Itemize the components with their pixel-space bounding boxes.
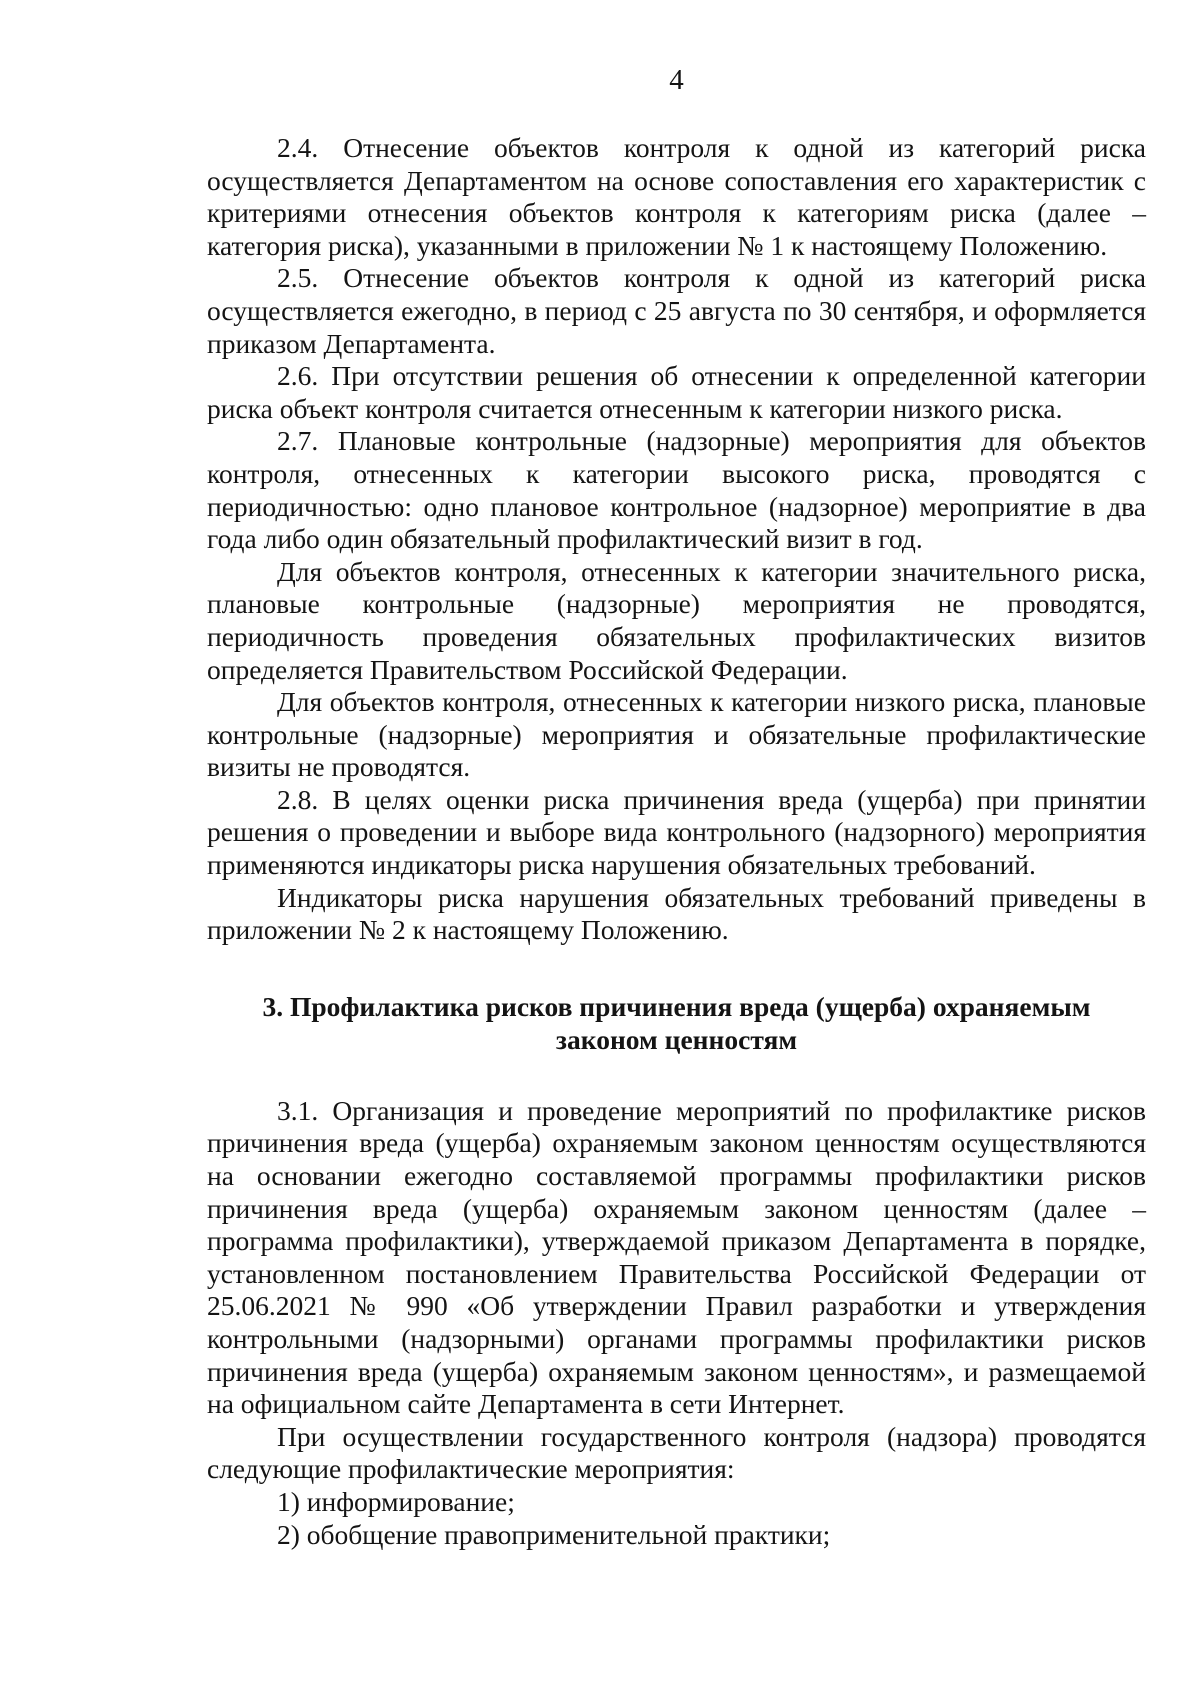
paragraph-2-4: 2.4. Отнесение объектов контроля к одной из категорий риска осуществляется Департаментом на основе сопоставления его характеристик с критериями отнесения объектов контроля к категориям риска (далее – категория риска), указанными в приложении № 1 к настоящему Положению.: [207, 132, 1146, 261]
section-3-heading-line-2: законом ценностям: [555, 1023, 798, 1055]
paragraph-risk-indicators: Индикаторы риска нарушения обязательных требований приведены в приложении № 2 к настоящему Положению.: [207, 881, 1146, 946]
paragraph-2-6: 2.6. При отсутствии решения об отнесении к определенной категории риска объект контроля считается отнесенным к категории низкого риска.: [207, 360, 1146, 424]
paragraph-2-5: 2.5. Отнесение объектов контроля к одной из категорий риска осуществляется ежегодно, в период с 25 августа по 30 сентября, и оформляется приказом Департамента.: [207, 262, 1146, 359]
paragraph-low-risk: Для объектов контроля, отнесенных к категории низкого риска, плановые контрольные (надзорные) мероприятия и обязательные профилактические визиты не проводятся.: [207, 686, 1146, 783]
list-item: 2) обобщение правоприменительной практики;: [277, 1518, 831, 1550]
paragraph-2-7: 2.7. Плановые контрольные (надзорные) мероприятия для объектов контроля, отнесенных к категории высокого риска, проводятся с периодичностью: одно плановое контрольное (надзорное) мероприятие в два года либо один обязательный профилактический визит в год.: [207, 425, 1146, 555]
paragraph-preventive-measures: При осуществлении государственного контроля (надзора) проводятся следующие профилактические мероприятия:: [207, 1420, 1146, 1485]
document-body: [207, 132, 1146, 1551]
paragraph-significant-risk: Для объектов контроля, отнесенных к категории значительного риска, плановые контрольные (надзорные) мероприятия не проводятся, периодичность проведения обязательных профилактических визитов определяется Правительством Российской Федерации.: [207, 555, 1146, 685]
section-3-heading: [207, 990, 1146, 1056]
list-item: 1) информирование;: [277, 1485, 515, 1517]
paragraph-3-1: 3.1. Организация и проведение мероприятий по профилактике рисков причинения вреда (ущерба) охраняемым законом ценностям осуществляются на основании ежегодно составляемой программы профилактики рисков причинения вреда (ущерба) охраняемым законом ценностям (далее – программа профилактики), утверждаемой приказом Департамента в порядке, установленном постановлением Правительства Российской Федерации от 25.06.2021 № 990 «Об утверждении Правил разработки и утверждения контрольными (надзорными) органами программы профилактики рисков причинения вреда (ущерба) охраняемым законом ценностям», и размещаемой на официальном сайте Департамента в сети Интернет.: [207, 1094, 1146, 1420]
section-3-heading-line-1: 3. Профилактика рисков причинения вреда (ущерба) охраняемым: [262, 990, 1091, 1022]
page-number: 4: [669, 64, 684, 96]
paragraph-2-8: 2.8. В целях оценки риска причинения вреда (ущерба) при принятии решения о проведении и выборе вида контрольного (надзорного) мероприятия применяются индикаторы риска нарушения обязательных требований.: [207, 783, 1146, 881]
